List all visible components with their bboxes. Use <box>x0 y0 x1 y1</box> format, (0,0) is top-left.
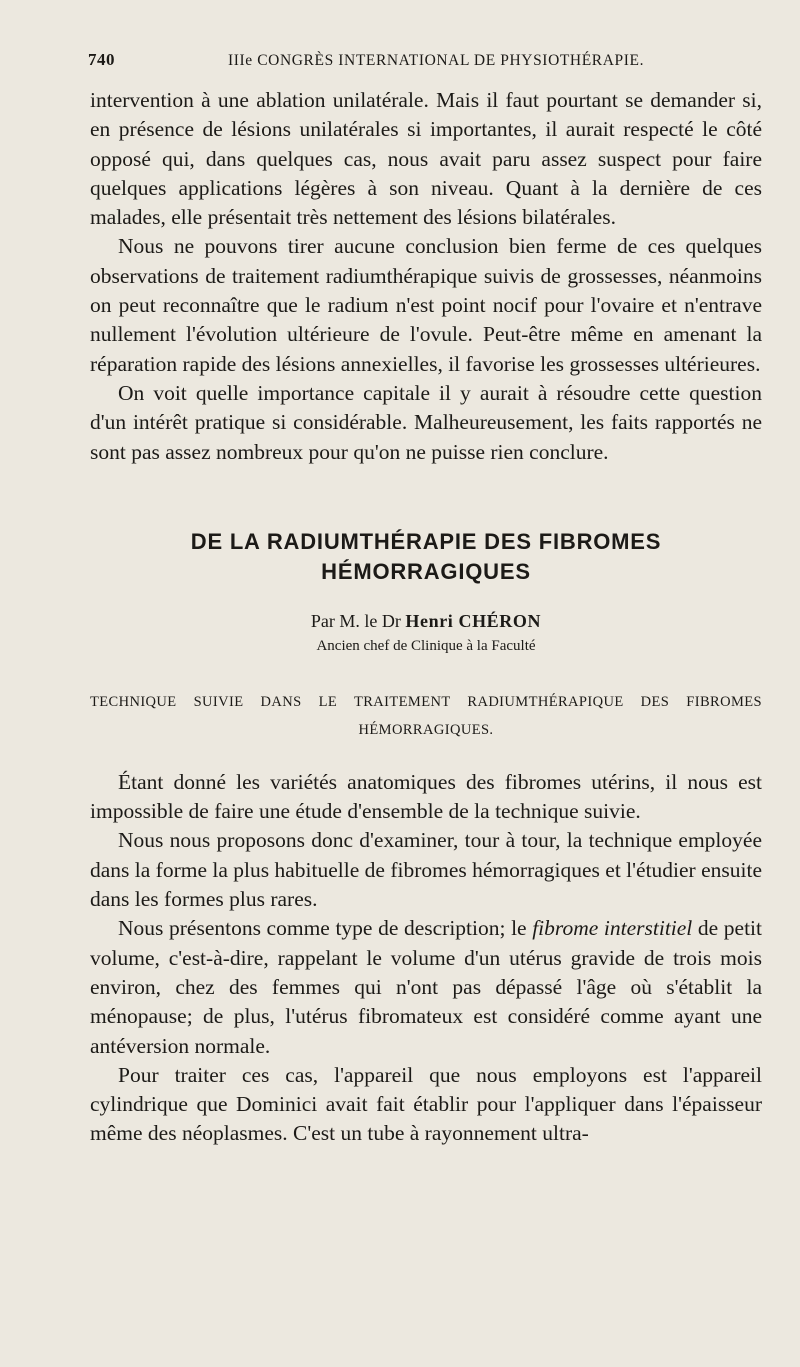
page-body <box>90 86 762 1149</box>
author-prefix: Par M. le Dr <box>310 610 406 631</box>
page-number: 740 <box>88 50 115 69</box>
paragraph <box>90 914 762 1060</box>
running-head <box>88 50 760 70</box>
paragraph: Pour traiter ces cas, l'appareil que nous employons est l'appareil cylindrique que Dominici avait fait établir pour l'appliquer dans l'épaisseur même des néoplasmes. C'est un tube à rayonnement ultra- <box>90 1062 762 1146</box>
paragraph: Étant donné les variétés anatomiques des fibromes utérins, il nous est impossible de faire une étude d'ensemble de la technique suivie. <box>90 769 762 824</box>
author-name: Henri CHÉRON <box>405 610 542 631</box>
paragraph-text: Nous présentons comme type de description; le <box>118 916 533 941</box>
section-heading: TECHNIQUE SUIVIE DANS LE TRAITEMENT RADIUMTHÉRAPIQUE DES FIBROMES HÉMORRAGIQUES. <box>90 693 762 738</box>
paragraph-text: de petit volume, c'est-à-dire, rappelant le volume d'un utérus gravide de trois mois environ, chez des femmes qui n'ont pas dépassé l'âge où s'établit la ménopause; de plus, l'utérus fibromateux est considéré comme ayant une antéversion normale. <box>90 916 762 1058</box>
article-title-line: HÉMORRAGIQUES <box>321 558 531 584</box>
italic-term: fibrome interstitiel <box>532 916 693 941</box>
paragraph-continued: intervention à une ablation unilatérale. Mais il faut pourtant se demander si, en présence de lésions unilatérales si importantes, il aurait respecté le côté opposé qui, dans quelques cas, nous avait paru assez suspect pour faire quelques applications légères à son niveau. Quant à la dernière de ces malades, elle présentait très nettement des lésions bilatérales. <box>90 88 762 230</box>
author-affiliation: Ancien chef de Clinique à la Faculté <box>316 637 536 654</box>
paragraph: On voit quelle importance capitale il y aurait à résoudre cette question d'un intérêt pratique si considérable. Malheureusement, les faits rapportés ne sont pas assez nombreux pour qu'on ne puisse rien conclure. <box>90 380 762 464</box>
article-title <box>90 527 762 587</box>
author-line <box>90 609 762 633</box>
paragraph: Nous nous proposons donc d'examiner, tour à tour, la technique employée dans la forme la plus habituelle de fibromes hémorragiques et l'étudier ensuite dans les formes plus rares. <box>90 828 762 912</box>
article <box>90 527 762 1149</box>
paragraph: Nous ne pouvons tirer aucune conclusion bien ferme de ces quelques observations de traitement radiumthérapique suivis de grossesses, néanmoins on peut reconnaître que le radium n'est point nocif pour l'ovaire et n'entrave nullement l'évolution ultérieure de l'ovule. Peut-être même en amenant la réparation rapide des lésions annexielles, il favorise les grossesses ultérieures. <box>90 234 762 376</box>
running-title: IIIe CONGRÈS INTERNATIONAL DE PHYSIOTHÉRAPIE. <box>228 52 645 69</box>
article-body <box>90 768 762 1149</box>
article-title-line: DE LA RADIUMTHÉRAPIE DES FIBROMES <box>190 528 662 554</box>
